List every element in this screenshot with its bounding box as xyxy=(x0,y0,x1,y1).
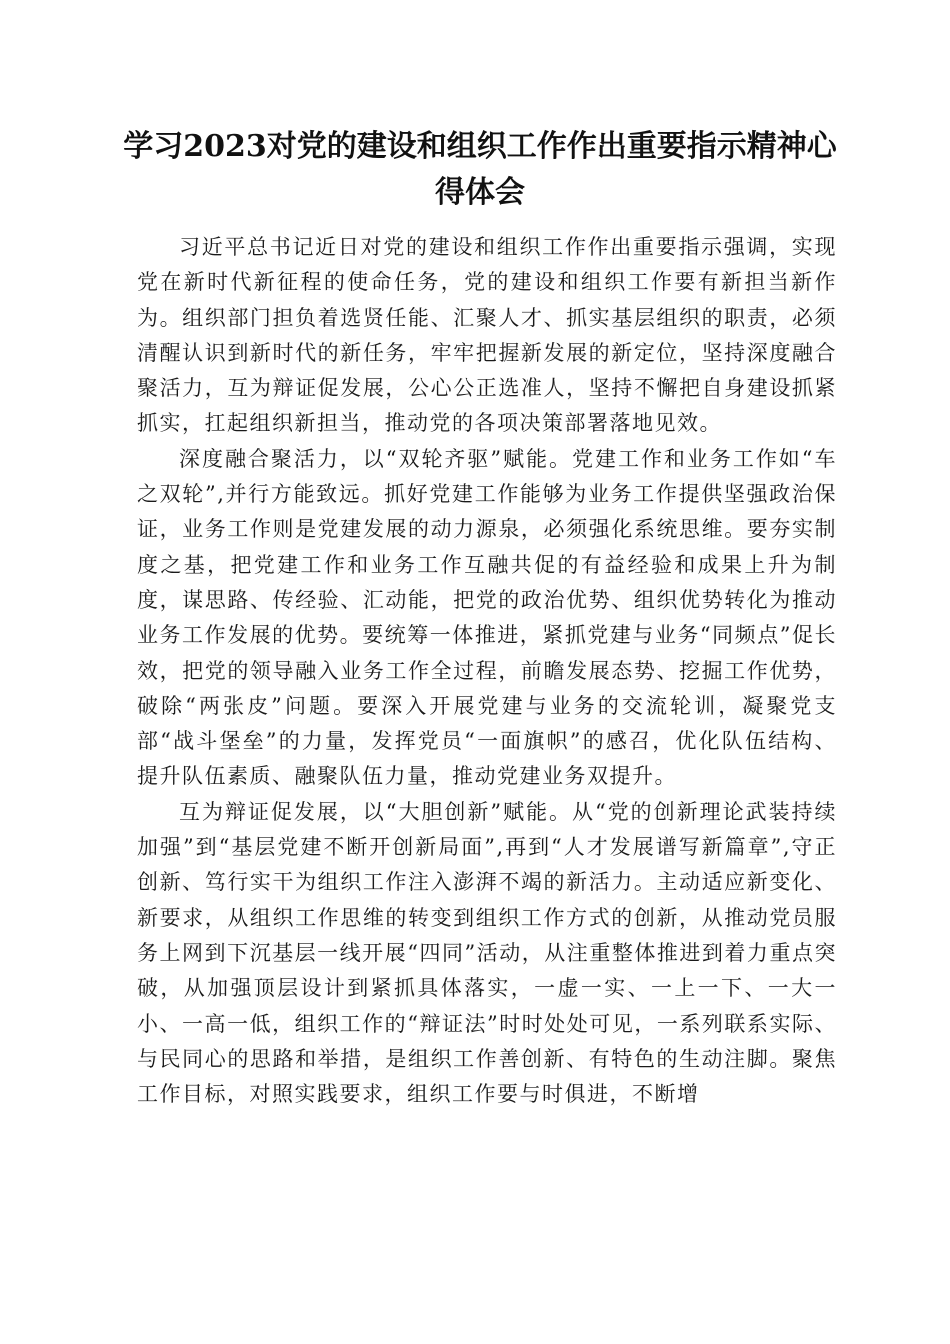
paragraph-2: 深度融合聚活力，以“双轮齐驱”赋能。党建工作和业务工作如“车之双轮”,并行方能致远。抓好党建工作能够为业务工作提供坚强政治保证，业务工作则是党建发展的动力源泉，必须强化系统思维。要夯实制度之基，把党建工作和业务工作互融共促的有益经验和成果上升为制度，谋思路、传经验、汇动能，把党的政治优势、组织优势转化为推动业务工作发展的优势。要统筹一体推进，紧抓党建与业务“同频点”促长效，把党的领导融入业务工作全过程，前瞻发展态势、挖掘工作优势，破除“两张皮”问题。要深入开展党建与业务的交流轮训，凝聚党支部“战斗堡垒”的力量，发挥党员“一面旗帜”的感召，优化队伍结构、提升队伍素质、融聚队伍力量，推动党建业务双提升。 xyxy=(137,446,837,789)
document-title: 学习2023对党的建设和组织工作作出重要指示精神心得体会 xyxy=(123,129,837,210)
document-body xyxy=(137,230,837,1112)
paragraph-1: 习近平总书记近日对党的建设和组织工作作出重要指示强调，实现党在新时代新征程的使命任务，党的建设和组织工作要有新担当新作为。组织部门担负着选贤任能、汇聚人才、抓实基层组织的职责，必须清醒认识到新时代的新任务，牢牢把握新发展的新定位，坚持深度融合聚活力，互为辩证促发展，公心公正选准人，坚持不懈把自身建设抓紧抓实，扛起组织新担当，推动党的各项决策部署落地见效。 xyxy=(137,235,837,436)
paragraph-3: 互为辩证促发展，以“大胆创新”赋能。从“党的创新理论武装持续加强”到“基层党建不断开创新局面”,再到“人才发展谱写新篇章”,守正创新、笃行实干为组织工作注入澎湃不竭的新活力。主动适应新变化、新要求，从组织工作思维的转变到组织工作方式的创新，从推动党员服务上网到下沉基层一线开展“四同”活动，从注重整体推进到着力重点突破，从加强顶层设计到紧抓具体落实，一虚一实、一上一下、一大一小、一高一低，组织工作的“辩证法”时时处处可见，一系列联系实际、与民同心的思路和举措，是组织工作善创新、有特色的生动注脚。聚焦工作目标，对照实践要求，组织工作要与时俱进，不断增 xyxy=(137,799,837,1107)
